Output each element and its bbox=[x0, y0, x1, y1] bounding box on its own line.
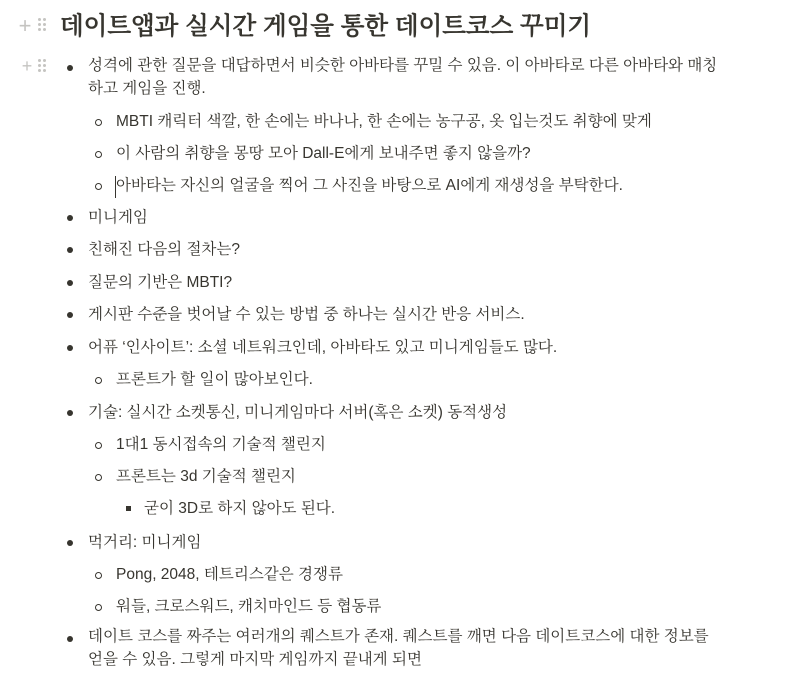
text-cursor bbox=[115, 176, 116, 198]
list-item[interactable]: 게시판 수준을 벗어날 수 있는 방법 중 하나는 실시간 반응 서비스. bbox=[88, 306, 525, 323]
bullet-disc bbox=[67, 345, 73, 351]
bullet-disc bbox=[67, 280, 73, 286]
bullet-disc bbox=[67, 312, 73, 318]
list-item[interactable] bbox=[88, 77, 206, 101]
list-item[interactable]: 기술: 실시간 소켓통신, 미니게임마다 서버(혹은 소켓) 동적생성 bbox=[88, 404, 508, 421]
list-item[interactable]: 질문의 기반은 MBTI? bbox=[88, 274, 233, 291]
drag-handle-icon[interactable] bbox=[38, 18, 48, 34]
list-item[interactable]: 미니게임 bbox=[88, 209, 148, 226]
list-item[interactable]: 워들, 크로스워드, 캐치마인드 등 협동류 bbox=[116, 598, 382, 615]
bullet-square bbox=[126, 506, 131, 511]
bullet-disc bbox=[67, 247, 73, 253]
list-item[interactable]: 프론트는 3d 기술적 챌린지 bbox=[116, 468, 296, 485]
list-item-line: 성격에 관한 질문을 대답하면서 비슷한 아바타를 꾸밀 수 있음. 이 아바타로 다른 아바타와 매칭 bbox=[88, 57, 718, 74]
list-item[interactable] bbox=[88, 648, 422, 672]
bullet-circle bbox=[95, 377, 102, 384]
list-item[interactable]: 이 사람의 취향을 몽땅 모아 Dall-E에게 보내주면 좋지 않을까? bbox=[116, 145, 531, 162]
bullet-disc bbox=[67, 65, 73, 71]
list-item[interactable]: MBTI 캐릭터 색깔, 한 손에는 바나나, 한 손에는 농구공, 옷 입는것도 취향에 맞게 bbox=[116, 113, 652, 130]
bullet-circle bbox=[95, 119, 102, 126]
list-item[interactable]: 어퓨 ‘인사이트’: 소셜 네트워크인데, 아바타도 있고 미니게임들도 많다. bbox=[88, 339, 558, 356]
list-item[interactable] bbox=[88, 54, 717, 78]
plus-icon[interactable]: + bbox=[18, 13, 32, 38]
bullet-disc bbox=[67, 540, 73, 546]
bullet-circle bbox=[95, 572, 102, 579]
list-item[interactable]: 1대1 동시접속의 기술적 챌린지 bbox=[116, 436, 326, 453]
list-item[interactable]: 굳이 3D로 하지 않아도 된다. bbox=[144, 500, 336, 517]
heading-block bbox=[0, 10, 808, 46]
bullet-circle bbox=[95, 151, 102, 158]
list-item-line: 데이트 코스를 짜주는 여러개의 퀘스트가 존재. 퀘스트를 깨면 다음 데이트코스에 대한 정보를 bbox=[88, 628, 709, 645]
list-item-line: 얻을 수 있음. 그렇게 마지막 게임까지 끝내게 되면 bbox=[88, 651, 422, 668]
list-item[interactable]: 먹거리: 미니게임 bbox=[88, 534, 202, 551]
bullet-disc bbox=[67, 636, 73, 642]
bullet-circle bbox=[95, 183, 102, 190]
list-item[interactable]: 친해진 다음의 절차는? bbox=[88, 241, 240, 258]
bullet-disc bbox=[67, 410, 73, 416]
bullet-circle bbox=[95, 474, 102, 481]
list-item[interactable] bbox=[88, 625, 709, 649]
list-item-line: 하고 게임을 진행. bbox=[88, 80, 206, 97]
bullet-circle bbox=[95, 442, 102, 449]
page-title[interactable]: 데이트앱과 실시간 게임을 통한 데이트코스 꾸미기 bbox=[60, 13, 592, 40]
plus-icon[interactable]: + bbox=[21, 56, 33, 76]
list-item[interactable]: Pong, 2048, 테트리스같은 경쟁류 bbox=[116, 566, 343, 583]
bullet-circle bbox=[95, 604, 102, 611]
bullet-disc bbox=[67, 215, 73, 221]
list-item[interactable]: 프론트가 할 일이 많아보인다. bbox=[116, 371, 313, 388]
drag-handle-icon[interactable] bbox=[38, 59, 48, 75]
list-item[interactable]: 아바타는 자신의 얼굴을 찍어 그 사진을 바탕으로 AI에게 재생성을 부탁한다. bbox=[116, 177, 623, 194]
